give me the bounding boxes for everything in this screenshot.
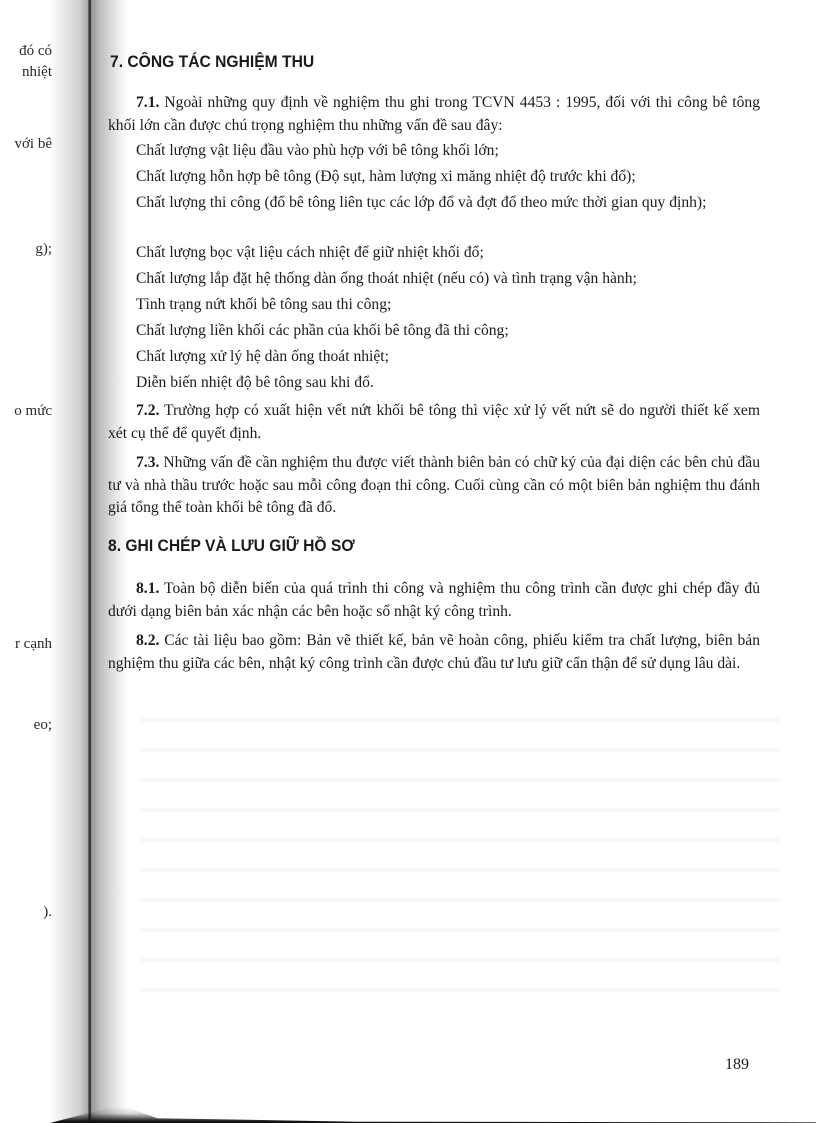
- paragraph-text: Trường hợp có xuất hiện vết nứt khối bê tông thì việc xử lý vết nứt sẽ do người thiết kế xem xét cụ thể để quyết định.: [108, 402, 760, 442]
- list-item: Chất lượng bọc vật liệu cách nhiệt để giữ nhiệt khối đổ;: [136, 244, 484, 261]
- list-item: Chất lượng xử lý hệ dàn ống thoát nhiệt;: [136, 348, 389, 365]
- facing-page-fragment: nhiệt: [22, 64, 52, 80]
- page-number: 189: [725, 1056, 749, 1073]
- paragraph-7-3: [108, 452, 760, 520]
- list-item: Chất lượng liền khối các phần của khối bê tông đã thi công;: [136, 322, 509, 339]
- list-item: Diễn biến nhiệt độ bê tông sau khi đổ.: [136, 374, 374, 391]
- facing-page-fragment: g);: [35, 241, 52, 257]
- facing-page-margin: [0, 0, 90, 1123]
- paragraph-7-2: [108, 400, 760, 445]
- list-item: Chất lượng thi công (đổ bê tông liên tục các lớp đổ và đợt đổ theo mức thời gian quy định);: [136, 194, 707, 211]
- paragraph-8-2: [108, 630, 760, 675]
- facing-page-fragment: eo;: [33, 717, 52, 733]
- reverse-page-bleed-through: [140, 700, 780, 1000]
- list-item: Chất lượng vật liệu đầu vào phù hợp với bê tông khối lớn;: [136, 142, 499, 159]
- facing-page-fragment: ).: [43, 904, 52, 920]
- facing-page-fragment: đó có: [19, 43, 52, 59]
- paragraph-7-1: [108, 92, 760, 137]
- paragraph-number: 7.3.: [136, 454, 160, 471]
- book-spine-line: [89, 0, 91, 1123]
- list-item: Tình trạng nứt khối bê tông sau thi công;: [136, 296, 392, 313]
- facing-page-fragment: với bê: [14, 136, 52, 152]
- paragraph-text: Những vấn đề cần nghiệm thu được viết thành biên bản có chữ ký của đại diện các bên chủ đầu tư và nhà thầu trước hoặc sau mỗi công đoạn thi công. Cuối cùng cần có một biên bản nghiệm thu đánh giá tổng thể toàn khối bê tông đã đổ.: [108, 454, 760, 516]
- page-bottom-shadow: [50, 1107, 816, 1123]
- facing-page-fragment: o mức: [14, 403, 52, 419]
- paragraph-number: 8.2.: [136, 632, 160, 649]
- list-item: Chất lượng hỗn hợp bê tông (Độ sụt, hàm lượng xi măng nhiệt độ trước khi đổ);: [136, 168, 636, 185]
- paragraph-text: Ngoài những quy định về nghiệm thu ghi trong TCVN 4453 : 1995, đối với thi công bê tông khối lớn cần được chú trọng nghiệm thu những vấn đề sau đây:: [108, 94, 760, 134]
- paragraph-8-1: [108, 578, 760, 623]
- paragraph-number: 8.1.: [136, 580, 160, 597]
- section-8-heading: 8. GHI CHÉP VÀ LƯU GIỮ HỒ SƠ: [108, 536, 355, 555]
- section-7-heading: 7. CÔNG TÁC NGHIỆM THU: [110, 52, 315, 71]
- paragraph-text: Toàn bộ diễn biến của quá trình thi công và nghiệm thu công trình cần được ghi chép đầy đủ dưới dạng biên bản xác nhận các bên hoặc sổ nhật ký công trình.: [108, 580, 760, 620]
- book-gutter-shadow: [88, 0, 128, 1123]
- paragraph-number: 7.2.: [136, 402, 160, 419]
- paragraph-number: 7.1.: [136, 94, 160, 111]
- facing-page-fragment: r cạnh: [14, 636, 52, 652]
- list-item: Chất lượng lắp đặt hệ thống dàn ống thoát nhiệt (nếu có) và tình trạng vận hành;: [136, 270, 637, 287]
- paragraph-text: Các tài liệu bao gồm: Bản vẽ thiết kế, bản vẽ hoàn công, phiếu kiểm tra chất lượng, biên bản nghiệm thu giữa các bên, nhật ký công trình cần được chủ đầu tư lưu giữ cẩn thận để sử dụng lâu dài.: [108, 632, 760, 672]
